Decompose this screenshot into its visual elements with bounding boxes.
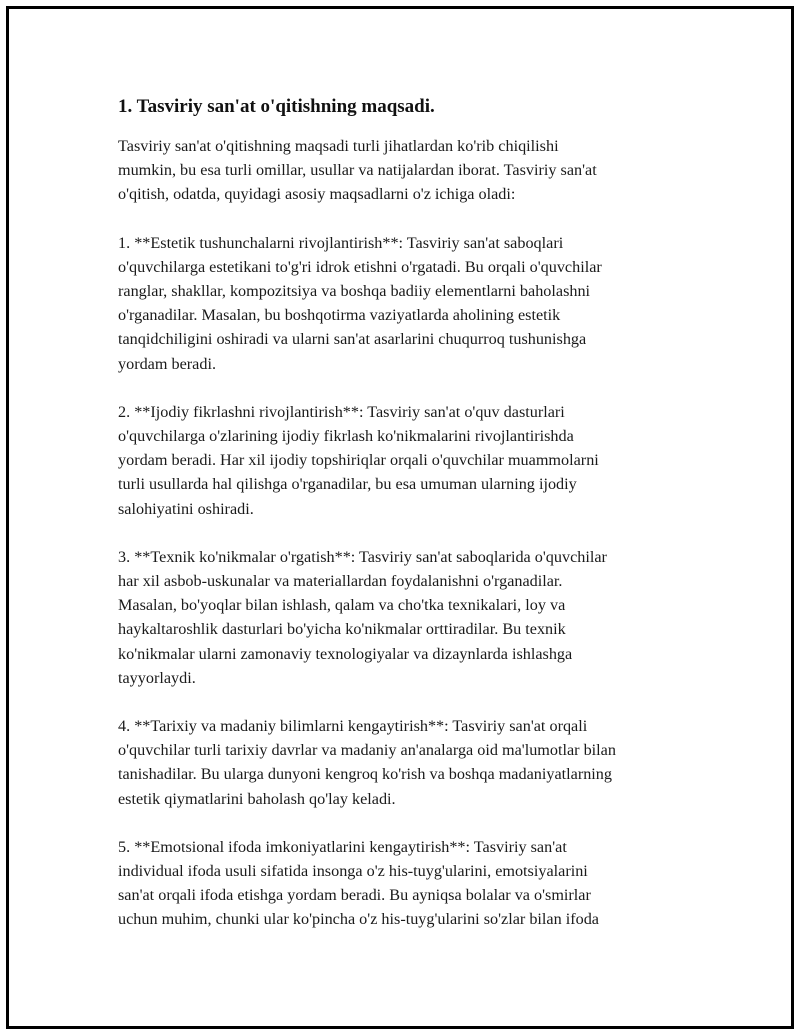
text-line: ko'nikmalar ularni zamonaviy texnologiyalar va dizaynlarda ishlashga	[118, 644, 573, 663]
text-line: salohiyatini oshiradi.	[118, 499, 254, 518]
text-line: estetik qiymatlarini baholash qo'lay keladi.	[118, 789, 396, 808]
text-line: tanqidchiligini oshiradi va ularni san'at asarlarini chuqurroq tushunishga	[118, 330, 587, 349]
text-line: Masalan, bo'yoqlar bilan ishlash, qalam va cho'tka texnikalari, loy va	[118, 596, 566, 615]
text-line: 1. **Estetik tushunchalarni rivojlantirish**: Tasviriy san'at saboqlari	[118, 233, 564, 252]
paragraph-technical	[118, 545, 698, 690]
text-line: o'quvchilarga o'zlarining ijodiy fikrlash ko'nikmalarini rivojlantirishda	[118, 427, 574, 446]
text-line: o'quvchilarga estetikani to'g'ri idrok etishni o'rgatadi. Bu orqali o'quvchilar	[118, 257, 602, 276]
text-line: 3. **Texnik ko'nikmalar o'rgatish**: Tasviriy san'at saboqlarida o'quvchilar	[118, 547, 607, 566]
text-line: o'rganadilar. Masalan, bu boshqotirma vaziyatlarda aholining estetik	[118, 306, 561, 325]
paragraph-aesthetic	[118, 231, 698, 376]
text-line: o'quvchilar turli tarixiy davrlar va madaniy an'analarga oid ma'lumotlar bilan	[118, 741, 616, 760]
text-line: individual ifoda usuli sifatida insonga o'z his-tuyg'ularini, emotsiyalarini	[118, 862, 588, 881]
text-line: 5. **Emotsional ifoda imkoniyatlarini kengaytirish**: Tasviriy san'at	[118, 837, 567, 856]
paragraph-creative	[118, 400, 698, 521]
text-line: uchun muhim, chunki ular ko'pincha o'z his-tuyg'ularini so'zlar bilan ifoda	[118, 910, 599, 929]
text-line: tanishadilar. Bu ularga dunyoni kengroq ko'rish va boshqa madaniyatlarning	[118, 765, 612, 784]
text-line: o'qitish, odatda, quyidagi asosiy maqsadlarni o'z ichiga oladi:	[118, 185, 516, 204]
text-line: yordam beradi.	[118, 354, 216, 373]
text-line: san'at orqali ifoda etishga yordam beradi. Bu ayniqsa bolalar va o'smirlar	[118, 886, 591, 905]
text-line: mumkin, bu esa turli omillar, usullar va natijalardan iborat. Tasviriy san'at	[118, 161, 597, 180]
paragraph-intro	[118, 134, 698, 207]
text-line: yordam beradi. Har xil ijodiy topshiriqlar orqali o'quvchilar muammolarni	[118, 451, 599, 470]
text-line: Tasviriy san'at o'qitishning maqsadi turli jihatlardan ko'rib chiqilishi	[118, 137, 559, 155]
text-line: 2. **Ijodiy fikrlashni rivojlantirish**: Tasviriy san'at o'quv dasturlari	[118, 402, 565, 421]
text-line: haykaltaroshlik dasturlari bo'yicha ko'nikmalar orttiradilar. Bu texnik	[118, 620, 566, 639]
text-line: har xil asbob-uskunalar va materiallardan foydalanishni o'rganadilar.	[118, 572, 563, 591]
text-line: ranglar, shakllar, kompozitsiya va boshqa badiiy elementlarni baholashni	[118, 282, 591, 301]
document-body	[118, 94, 698, 956]
paragraph-historical	[118, 714, 698, 811]
text-line: turli usullarda hal qilishga o'rganadilar, bu esa umuman ularning ijodiy	[118, 475, 577, 494]
text-line: 4. **Tarixiy va madaniy bilimlarni kengaytirish**: Tasviriy san'at orqali	[118, 717, 588, 736]
document-title: 1. Tasviriy san'at o'qitishning maqsadi.	[118, 96, 435, 117]
paragraph-emotional	[118, 835, 698, 932]
text-line: tayyorlaydi.	[118, 668, 196, 687]
